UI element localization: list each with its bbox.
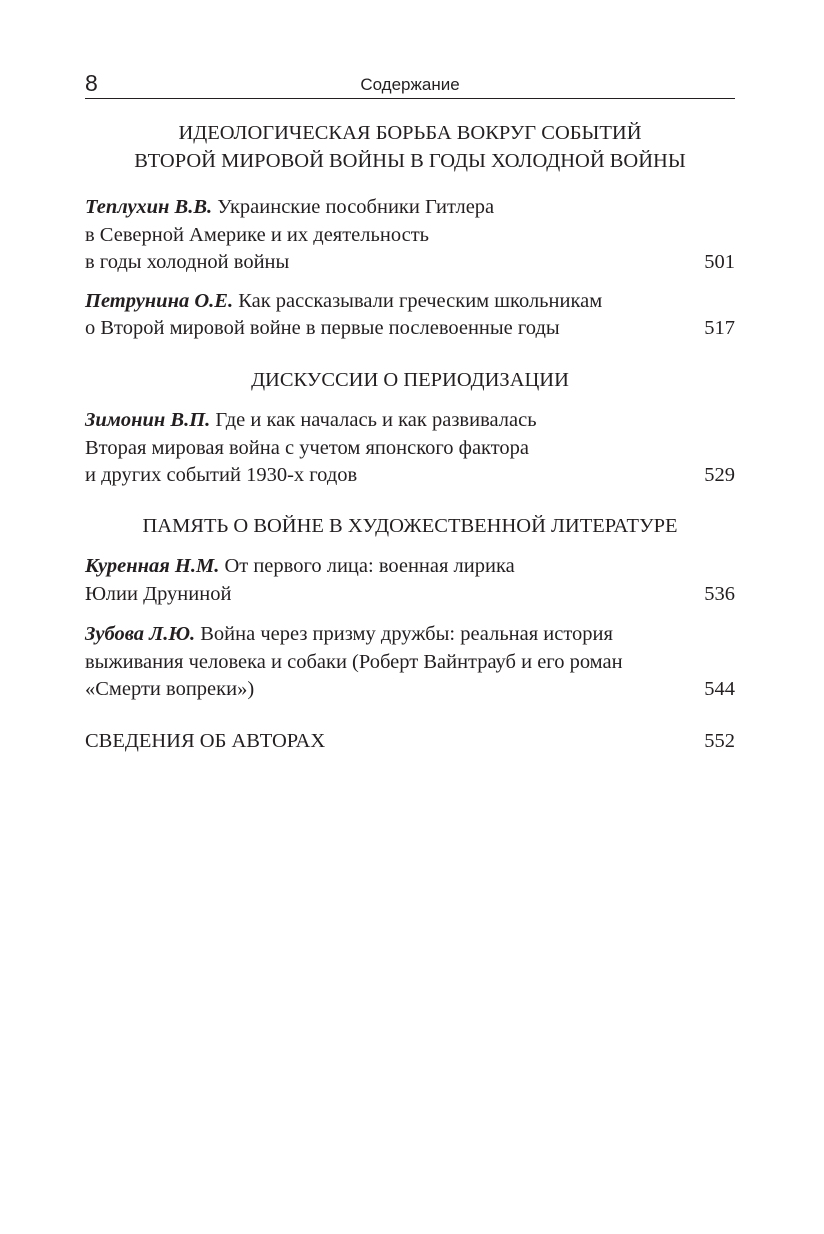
entry-author: Теплухин В.В.	[85, 196, 213, 218]
toc-entry-kurennaya[interactable]	[85, 553, 735, 608]
entry-page-number: 536	[704, 582, 735, 605]
entry-title-line: о Второй мировой войне в первые послевоенные годы	[85, 317, 560, 339]
entry-first-line	[85, 553, 675, 581]
section-heading-line: ИДЕОЛОГИЧЕСКАЯ БОРЬБА ВОКРУГ СОБЫТИЙ	[178, 122, 642, 144]
toc-entry-authors-info[interactable]	[85, 728, 735, 756]
entry-title-line: Где и как началась и как развивалась	[215, 409, 537, 431]
toc-entry-zimonin[interactable]	[85, 407, 735, 490]
entry-page-number: 501	[704, 251, 735, 273]
entry-author: Петрунина О.Е.	[85, 289, 234, 312]
entry-title-line: От первого лица: военная лирика	[224, 555, 515, 577]
entry-first-line	[85, 288, 675, 316]
entry-first-line	[85, 621, 675, 649]
toc-entry-teplukhin[interactable]	[85, 194, 735, 277]
section-heading-line: ПАМЯТЬ О ВОЙНЕ В ХУДОЖЕСТВЕННОЙ ЛИТЕРАТУРЕ	[142, 514, 678, 537]
section-heading-line: ВТОРОЙ МИРОВОЙ ВОЙНЫ В ГОДЫ ХОЛОДНОЙ ВОЙНЫ	[134, 149, 686, 172]
section-heading-war-memory-literature	[85, 513, 735, 541]
entry-page-number: 552	[704, 729, 735, 752]
entry-first-line	[85, 194, 675, 222]
entry-label: СВЕДЕНИЯ ОБ АВТОРАХ	[85, 729, 326, 752]
running-title: Содержание	[360, 75, 460, 94]
running-header	[85, 70, 735, 99]
entry-author: Куренная Н.М.	[85, 555, 220, 577]
toc-entry-petrunina[interactable]	[85, 288, 735, 343]
entry-title-line: Вторая мировая война с учетом японского фактора	[85, 436, 530, 459]
entry-author: Зимонин В.П.	[85, 409, 211, 431]
entry-title-line: Как рассказывали греческим школьникам	[238, 289, 603, 312]
entry-page-number: 517	[704, 317, 735, 339]
entry-page-number: 544	[704, 678, 735, 700]
toc-page	[85, 70, 735, 755]
entry-first-line	[85, 407, 675, 435]
entry-title-line: Украинские пособники Гитлера	[217, 196, 495, 218]
toc-entry-zubova[interactable]	[85, 621, 735, 704]
page-number: 8	[85, 70, 98, 96]
entry-title-line: и других событий 1930-х годов	[85, 464, 358, 486]
entry-title-line: в Северной Америке и их деятельность	[85, 223, 429, 246]
entry-title-line: Юлии Друниной	[85, 582, 232, 605]
entry-title-line: «Смерти вопреки»)	[85, 678, 255, 700]
section-heading-periodization	[85, 367, 735, 395]
section-heading-ideological-struggle	[85, 120, 735, 175]
entry-title-line: Война через призму дружбы: реальная история	[200, 623, 613, 645]
entry-page-number: 529	[704, 464, 735, 486]
entry-title-line: выживания человека и собаки (Роберт Вайнтрауб и его роман	[85, 650, 623, 673]
section-heading-line: ДИСКУССИИ О ПЕРИОДИЗАЦИИ	[251, 368, 569, 391]
entry-title-line: в годы холодной войны	[85, 251, 290, 273]
entry-author: Зубова Л.Ю.	[85, 623, 196, 645]
